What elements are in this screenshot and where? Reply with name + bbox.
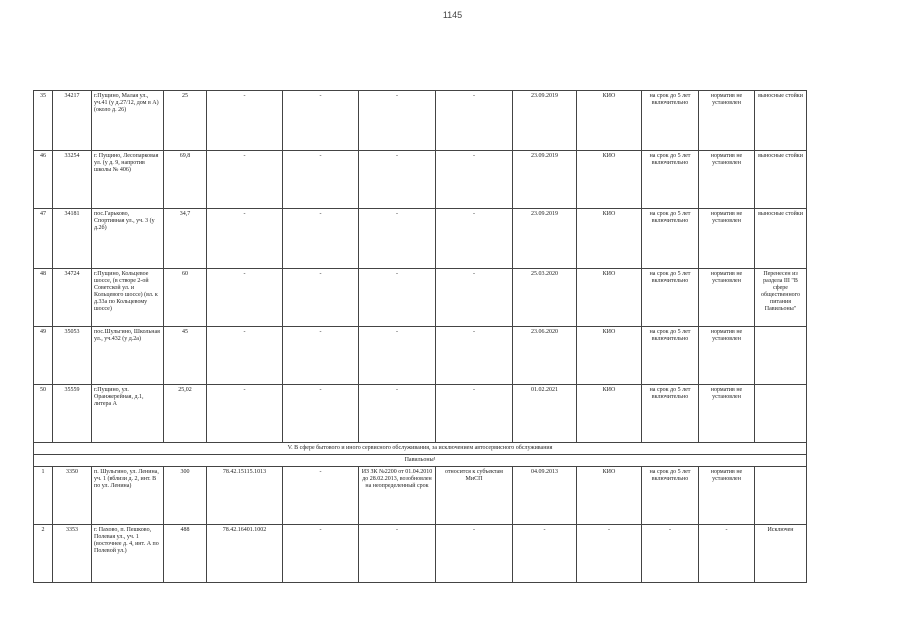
note-cell (755, 467, 807, 525)
term-cell: на срок до 5 лет включительно (642, 209, 699, 269)
contract-cell: - (359, 327, 436, 385)
page-number: 1145 (442, 10, 463, 20)
area-cell: 34,7 (164, 209, 207, 269)
contract-cell: ИЗ ЗК №2200 от 01.04.2010 до 28.02.2013, возобновлен на неопределенный срок (359, 467, 436, 525)
contract-cell: - (359, 91, 436, 151)
section-title: V. В сфере бытового и иного сервисного обслуживания, за исключением автосервисного обслуживания (34, 443, 807, 455)
date-cell: 01.02.2021 (513, 385, 577, 443)
area-cell: 300 (164, 467, 207, 525)
business-status-cell: - (436, 151, 513, 209)
column-6-cell: - (283, 525, 359, 583)
contract-cell: - (359, 385, 436, 443)
date-cell: 23.09.2019 (513, 209, 577, 269)
term-cell: на срок до 5 лет включительно (642, 327, 699, 385)
registry-number: 34181 (53, 209, 92, 269)
row-number: 47 (34, 209, 53, 269)
cadastral-cell: 78.42.16401.1002 (207, 525, 283, 583)
date-cell: 23.09.2019 (513, 151, 577, 209)
term-cell: на срок до 5 лет включительно (642, 151, 699, 209)
term-cell: на срок до 5 лет включительно (642, 91, 699, 151)
address-cell: г.Пущино, Кольцевое шоссе, (в створе 2-ой Советской ул. и Кольцевого шоссе) (вл. к д.33а по Кольцевому шоссе) (92, 269, 164, 327)
column-6-cell: - (283, 467, 359, 525)
address-cell: г. Пущино, Лесопарковая ул. (у д. 9, напротив школы № 406) (92, 151, 164, 209)
organization-cell: КИО (577, 385, 642, 443)
column-6-cell: - (283, 209, 359, 269)
organization-cell: КИО (577, 467, 642, 525)
date-cell: 23.06.2020 (513, 327, 577, 385)
row-number: 48 (34, 269, 53, 327)
note-cell: выносные стойки (755, 209, 807, 269)
registry-number: 34217 (53, 91, 92, 151)
business-status-cell: - (436, 525, 513, 583)
norm-cell: норматив не установлен (699, 327, 755, 385)
note-cell (755, 385, 807, 443)
organization-cell: КИО (577, 91, 642, 151)
note-cell: Перенесен из раздела III "В сфере общественного питания Павильоны" (755, 269, 807, 327)
organization-cell: КИО (577, 269, 642, 327)
registry-number: 35559 (53, 385, 92, 443)
row-number: 49 (34, 327, 53, 385)
business-status-cell: относится к субъектам МиСП (436, 467, 513, 525)
address-cell: г.Пущино, ул. Оранжерейная, д.1, литера А (92, 385, 164, 443)
cadastral-cell: - (207, 385, 283, 443)
cadastral-cell: - (207, 269, 283, 327)
term-cell: - (642, 525, 699, 583)
registry-number: 3350 (53, 467, 92, 525)
area-cell: 45 (164, 327, 207, 385)
table-row (34, 327, 807, 385)
cadastral-cell: - (207, 151, 283, 209)
business-status-cell: - (436, 91, 513, 151)
registry-number: 33254 (53, 151, 92, 209)
registry-number: 34724 (53, 269, 92, 327)
address-cell: п. Шульгино, ул. Ленина, уч. 1 (вблизи д. 2, инт. В по ул. Ленина) (92, 467, 164, 525)
date-cell: 04.09.2013 (513, 467, 577, 525)
row-number: 1 (34, 467, 53, 525)
note-cell: выносные стойки (755, 151, 807, 209)
cadastral-cell: - (207, 209, 283, 269)
column-6-cell: - (283, 91, 359, 151)
norm-cell: норматив не установлен (699, 385, 755, 443)
organization-cell: - (577, 525, 642, 583)
cadastral-cell: 78.42.15115.1013 (207, 467, 283, 525)
table-row (34, 91, 807, 151)
norm-cell: норматив не установлен (699, 269, 755, 327)
term-cell: на срок до 5 лет включительно (642, 467, 699, 525)
register-table (33, 90, 807, 583)
table-row (34, 385, 807, 443)
date-cell: 25.03.2020 (513, 269, 577, 327)
row-number: 50 (34, 385, 53, 443)
note-cell: Исключен (755, 525, 807, 583)
row-number: 35 (34, 91, 53, 151)
contract-cell: - (359, 269, 436, 327)
contract-cell: - (359, 151, 436, 209)
column-6-cell: - (283, 327, 359, 385)
organization-cell: КИО (577, 209, 642, 269)
contract-cell: - (359, 525, 436, 583)
registry-number: 35053 (53, 327, 92, 385)
column-6-cell: - (283, 269, 359, 327)
norm-cell: норматив не установлен (699, 91, 755, 151)
column-6-cell: - (283, 385, 359, 443)
norm-cell: норматив не установлен (699, 209, 755, 269)
norm-cell: - (699, 525, 755, 583)
address-cell: г. Пахово, п. Пешково, Полевая ул., уч. 1 (восточнее д. 4, инт. А по Полевой ул.) (92, 525, 164, 583)
table-row (34, 209, 807, 269)
area-cell: 25,02 (164, 385, 207, 443)
term-cell: на срок до 5 лет включительно (642, 385, 699, 443)
table-row (34, 269, 807, 327)
table-row (34, 467, 807, 525)
registry-number: 3353 (53, 525, 92, 583)
area-cell: 488 (164, 525, 207, 583)
date-cell: 23.09.2019 (513, 91, 577, 151)
address-cell: г.Пущино, Малая ул., уч.41 (у д.27/12, дом в А) (около д. 26) (92, 91, 164, 151)
organization-cell: КИО (577, 327, 642, 385)
row-number: 46 (34, 151, 53, 209)
row-number: 2 (34, 525, 53, 583)
table-row (34, 525, 807, 583)
business-status-cell: - (436, 269, 513, 327)
norm-cell: норматив не установлен (699, 151, 755, 209)
business-status-cell: - (436, 209, 513, 269)
business-status-cell: - (436, 327, 513, 385)
norm-cell: норматив не установлен (699, 467, 755, 525)
address-cell: пос.Шульгино, Школьная ул., уч.432 (у д.2а) (92, 327, 164, 385)
note-cell (755, 327, 807, 385)
area-cell: 69,8 (164, 151, 207, 209)
cadastral-cell: - (207, 91, 283, 151)
area-cell: 60 (164, 269, 207, 327)
contract-cell: - (359, 209, 436, 269)
area-cell: 25 (164, 91, 207, 151)
term-cell: на срок до 5 лет включительно (642, 269, 699, 327)
column-6-cell: - (283, 151, 359, 209)
address-cell: пос.Гарьково, Спортивная ул., уч. 3 (у д.2б) (92, 209, 164, 269)
business-status-cell: - (436, 385, 513, 443)
organization-cell: КИО (577, 151, 642, 209)
date-cell: - (513, 525, 577, 583)
subsection-title: Павильоны¹ (34, 455, 807, 467)
cadastral-cell: - (207, 327, 283, 385)
note-cell: выносные стойки (755, 91, 807, 151)
table-row (34, 151, 807, 209)
